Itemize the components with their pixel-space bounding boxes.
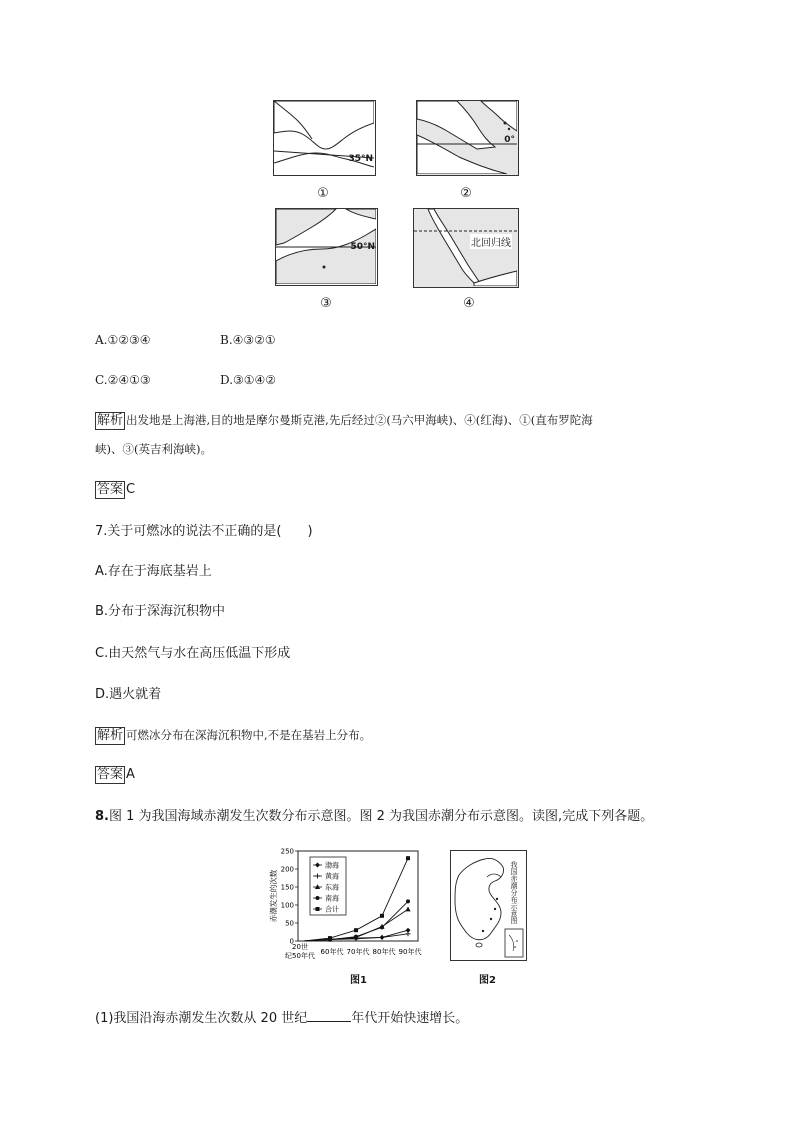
map2-lat-label: 0° [504,135,515,145]
q6-option-a: A.①②③④ [95,333,151,347]
x-tick-label-cont: 纪50年代 [285,952,315,960]
series-point-3 [380,925,384,929]
legend-marker [316,896,320,900]
legend-entry: 黄海 [325,872,339,881]
q8-stem [95,808,653,826]
red-tide-line-chart [266,845,426,970]
q7-stem [95,523,313,541]
q8-sub1-before: (1)我国沿海赤潮发生次数从 20 世纪 [95,1011,308,1026]
series-point-3 [354,935,358,939]
legend-entry: 合计 [325,905,339,914]
china-map-title: 我国赤潮分布示意图 [510,861,518,924]
q7-answer [95,766,135,784]
q7-option-a: A.存在于海底基岩上 [95,564,212,579]
map1-number: ① [317,186,329,201]
q6-answer-value: C [126,482,136,497]
q7-analysis-tag: 解析 [97,728,124,743]
q8-sub1-blank[interactable] [307,1009,351,1022]
fig2-caption: 图2 [479,975,496,986]
x-tick-label: 90年代 [398,948,422,956]
q7-option-b: B.分布于深海沉积物中 [95,604,226,619]
map3-number: ③ [320,296,332,311]
q8-stem-text: 图 1 为我国海域赤潮发生次数分布示意图。图 2 为我国赤潮分布示意图。读图,完成下列各题。 [108,809,654,824]
y-tick-label: 200 [280,865,294,874]
y-tick-label: 0 [289,937,294,946]
q8-subquestion-1 [95,1009,468,1028]
q6-option-c: C.②④①③ [95,373,151,387]
map4-tropic-label: 北回归线 [470,234,512,249]
q7-analysis [95,726,371,745]
q6-answer [95,481,135,499]
q6-analysis [95,411,593,430]
series-point-4 [328,936,332,940]
legend-marker [316,907,320,911]
map1-lat-label: 35°N [348,154,373,164]
x-tick-label: 20世 [292,943,308,951]
map3-lat-label: 50°N [350,242,375,252]
map2-drawing [417,101,517,174]
q7-number: 7. [95,524,108,539]
legend-entry: 渤海 [325,861,339,870]
series-point-3 [406,899,410,903]
strait-map-red-sea [413,208,519,288]
legend-entry: 东海 [325,883,339,892]
fig1-caption: 图1 [350,975,367,986]
series-point-4 [406,856,410,860]
q6-analysis-line1: 出发地是上海港,目的地是摩尔曼斯克港,先后经过②(马六甲海峡)、④(红海)、①(直布罗陀海 [126,413,593,427]
map2-number: ② [460,186,472,201]
q7-option-d: D.遇火就着 [95,687,162,702]
q6-option-b: B.④③②① [220,333,276,347]
x-tick-label: 80年代 [372,948,396,956]
q8-number: 8. [95,809,109,824]
q7-answer-tag: 答案 [97,767,124,782]
series-point-4 [354,928,358,932]
series-point-4 [380,914,384,918]
x-tick-label: 60年代 [320,948,344,956]
y-tick-label: 250 [280,847,294,856]
series-point-1 [406,931,411,936]
q6-analysis-tag: 解析 [97,413,124,428]
y-tick-label: 50 [285,919,294,928]
strait-map-gibraltar [273,100,376,176]
q7-analysis-text: 可燃冰分布在深海沉积物中,不是在基岩上分布。 [126,728,372,742]
q6-analysis-line2: 峡)、③(英吉利海峡)。 [95,442,212,456]
legend-entry: 南海 [325,894,339,903]
strait-map-malacca [416,100,519,176]
q7-option-c: C.由天然气与水在高压低温下形成 [95,646,291,661]
q6-answer-tag: 答案 [97,482,124,497]
q8-sub1-after: 年代开始快速增长。 [351,1011,469,1026]
map4-number: ④ [463,296,475,311]
china-red-tide-map [450,850,527,961]
y-tick-label: 150 [280,883,294,892]
y-axis-label: 赤潮发生的次数 [269,869,278,923]
q6-option-d: D.③①④② [220,373,277,387]
series-point-2 [405,907,410,912]
q7-stem-text: 关于可燃冰的说法不正确的是( ) [107,524,313,539]
strait-map-english-channel [275,208,378,286]
x-tick-label: 70年代 [346,948,370,956]
y-tick-label: 100 [280,901,294,910]
series-point-1 [380,935,385,940]
q7-answer-value: A [126,767,135,782]
